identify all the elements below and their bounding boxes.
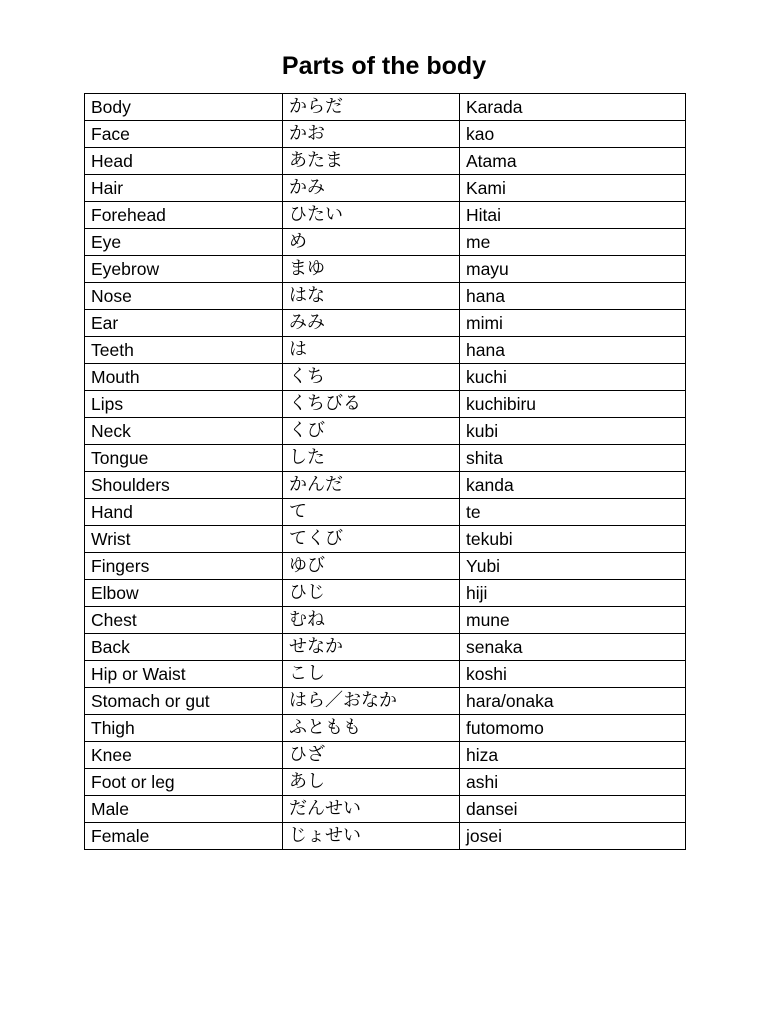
romaji-cell: kubi: [460, 418, 686, 445]
english-cell: Head: [85, 148, 283, 175]
table-row: [85, 742, 686, 769]
romaji-cell: tekubi: [460, 526, 686, 553]
kana-cell: て: [283, 499, 460, 526]
kana-cell: あたま: [283, 148, 460, 175]
table-row: [85, 661, 686, 688]
english-cell: Nose: [85, 283, 283, 310]
table-row: [85, 553, 686, 580]
kana-cell: ひたい: [283, 202, 460, 229]
table-row: [85, 445, 686, 472]
table-row: [85, 283, 686, 310]
english-cell: Female: [85, 823, 283, 850]
kana-cell: かんだ: [283, 472, 460, 499]
kana-cell: くちびる: [283, 391, 460, 418]
kana-cell: せなか: [283, 634, 460, 661]
kana-cell: まゆ: [283, 256, 460, 283]
romaji-cell: kuchibiru: [460, 391, 686, 418]
english-cell: Teeth: [85, 337, 283, 364]
english-cell: Face: [85, 121, 283, 148]
english-cell: Stomach or gut: [85, 688, 283, 715]
english-cell: Neck: [85, 418, 283, 445]
romaji-cell: kao: [460, 121, 686, 148]
kana-cell: ひざ: [283, 742, 460, 769]
english-cell: Body: [85, 94, 283, 121]
kana-cell: した: [283, 445, 460, 472]
kana-cell: だんせい: [283, 796, 460, 823]
english-cell: Eye: [85, 229, 283, 256]
english-cell: Hip or Waist: [85, 661, 283, 688]
english-cell: Elbow: [85, 580, 283, 607]
romaji-cell: te: [460, 499, 686, 526]
english-cell: Hand: [85, 499, 283, 526]
table-row: [85, 229, 686, 256]
table-row: [85, 688, 686, 715]
kana-cell: くび: [283, 418, 460, 445]
table-row: [85, 526, 686, 553]
romaji-cell: kuchi: [460, 364, 686, 391]
romaji-cell: koshi: [460, 661, 686, 688]
table-row: [85, 256, 686, 283]
table-row: [85, 94, 686, 121]
table-row: [85, 364, 686, 391]
table-row: [85, 472, 686, 499]
kana-cell: は: [283, 337, 460, 364]
english-cell: Wrist: [85, 526, 283, 553]
romaji-cell: hana: [460, 337, 686, 364]
romaji-cell: dansei: [460, 796, 686, 823]
table-row: [85, 391, 686, 418]
kana-cell: かみ: [283, 175, 460, 202]
romaji-cell: hiji: [460, 580, 686, 607]
table-row: [85, 715, 686, 742]
romaji-cell: kanda: [460, 472, 686, 499]
romaji-cell: mayu: [460, 256, 686, 283]
english-cell: Foot or leg: [85, 769, 283, 796]
kana-cell: てくび: [283, 526, 460, 553]
table-row: [85, 148, 686, 175]
romaji-cell: senaka: [460, 634, 686, 661]
english-cell: Back: [85, 634, 283, 661]
kana-cell: ゆび: [283, 553, 460, 580]
romaji-cell: shita: [460, 445, 686, 472]
english-cell: Fingers: [85, 553, 283, 580]
page-title: Parts of the body: [281, 52, 487, 80]
romaji-cell: Karada: [460, 94, 686, 121]
romaji-cell: mimi: [460, 310, 686, 337]
kana-cell: こし: [283, 661, 460, 688]
english-cell: Chest: [85, 607, 283, 634]
kana-cell: むね: [283, 607, 460, 634]
kana-cell: じょせい: [283, 823, 460, 850]
vocabulary-table-body: [85, 94, 686, 850]
romaji-cell: Yubi: [460, 553, 686, 580]
romaji-cell: hana: [460, 283, 686, 310]
english-cell: Knee: [85, 742, 283, 769]
english-cell: Tongue: [85, 445, 283, 472]
romaji-cell: hiza: [460, 742, 686, 769]
english-cell: Thigh: [85, 715, 283, 742]
table-row: [85, 418, 686, 445]
kana-cell: ひじ: [283, 580, 460, 607]
kana-cell: くち: [283, 364, 460, 391]
table-row: [85, 175, 686, 202]
kana-cell: みみ: [283, 310, 460, 337]
english-cell: Hair: [85, 175, 283, 202]
table-row: [85, 634, 686, 661]
kana-cell: かお: [283, 121, 460, 148]
table-row: [85, 310, 686, 337]
english-cell: Forehead: [85, 202, 283, 229]
kana-cell: あし: [283, 769, 460, 796]
english-cell: Eyebrow: [85, 256, 283, 283]
table-row: [85, 796, 686, 823]
table-row: [85, 823, 686, 850]
kana-cell: はら／おなか: [283, 688, 460, 715]
english-cell: Male: [85, 796, 283, 823]
vocabulary-table: [84, 93, 686, 850]
romaji-cell: Hitai: [460, 202, 686, 229]
romaji-cell: Atama: [460, 148, 686, 175]
romaji-cell: futomomo: [460, 715, 686, 742]
romaji-cell: mune: [460, 607, 686, 634]
english-cell: Ear: [85, 310, 283, 337]
english-cell: Lips: [85, 391, 283, 418]
kana-cell: ふともも: [283, 715, 460, 742]
romaji-cell: ashi: [460, 769, 686, 796]
table-row: [85, 607, 686, 634]
table-row: [85, 202, 686, 229]
table-row: [85, 337, 686, 364]
romaji-cell: Kami: [460, 175, 686, 202]
romaji-cell: hara/onaka: [460, 688, 686, 715]
table-row: [85, 769, 686, 796]
table-row: [85, 121, 686, 148]
table-row: [85, 499, 686, 526]
english-cell: Shoulders: [85, 472, 283, 499]
romaji-cell: me: [460, 229, 686, 256]
kana-cell: からだ: [283, 94, 460, 121]
table-row: [85, 580, 686, 607]
kana-cell: はな: [283, 283, 460, 310]
romaji-cell: josei: [460, 823, 686, 850]
english-cell: Mouth: [85, 364, 283, 391]
kana-cell: め: [283, 229, 460, 256]
